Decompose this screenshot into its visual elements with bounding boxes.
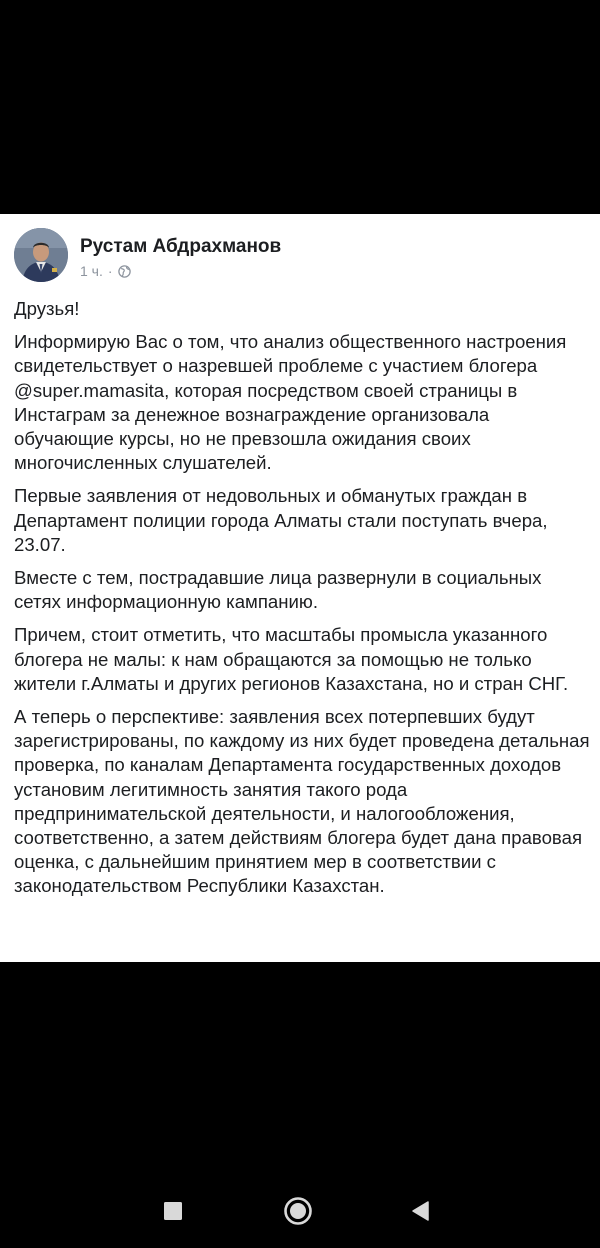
post-paragraph-greeting: Друзья! (14, 298, 80, 319)
post-paragraph: Первые заявления от недовольных и обманутых граждан в Департамент полиции города Алматы стали поступать вчера, 23.07. (14, 485, 548, 555)
recents-button[interactable] (156, 1196, 190, 1230)
post-body (14, 297, 590, 908)
circle-home-icon (283, 1196, 313, 1231)
post-header (14, 228, 586, 284)
author-name[interactable]: Рустам Абдрахманов (80, 236, 282, 257)
android-navigation-bar (0, 1180, 600, 1248)
triangle-back-icon (410, 1200, 432, 1227)
post-paragraph: Вместе с тем, пострадавшие лица развернули в социальных сетях информационную кампанию. (14, 567, 542, 613)
back-button[interactable] (404, 1196, 438, 1230)
post-paragraph: Причем, стоит отметить, что масштабы промысла указанного блогера не малы: к нам обращаются за помощью не только жители г.Алматы и других регионов Казахстана, но и стран СНГ. (14, 624, 569, 694)
square-icon (163, 1201, 183, 1226)
globe-icon (118, 265, 131, 278)
home-button[interactable] (281, 1196, 315, 1230)
facebook-post (0, 214, 600, 962)
avatar-image (14, 228, 68, 282)
post-time[interactable]: 1 ч. (80, 263, 103, 279)
avatar[interactable] (14, 228, 68, 282)
post-paragraph: Информирую Вас о том, что анализ общественного настроения свидетельствует о назревшей проблеме с участием блогера @super.mamasita, которая посредством своей страницы в Инстаграм за денежное вознаграждение организовала обучающие курсы, но не превзошла ожидания своих многочисленных слушателей. (14, 331, 567, 474)
meta-separator: · (107, 263, 113, 279)
post-meta (80, 263, 131, 279)
post-paragraph: А теперь о перспективе: заявления всех потерпевших будут зарегистрированы, по каждому из них будет проведена детальная проверка, по каналам Департамента государственных доходов установим легитимность занятия такого рода предпринимательской деятельности, и налогообложения, соответственно, а затем действиям блогера будет дана правовая оценка, с дальнейшим принятием мер в соответствии с законодательством Республики Казахстан. (14, 706, 590, 897)
